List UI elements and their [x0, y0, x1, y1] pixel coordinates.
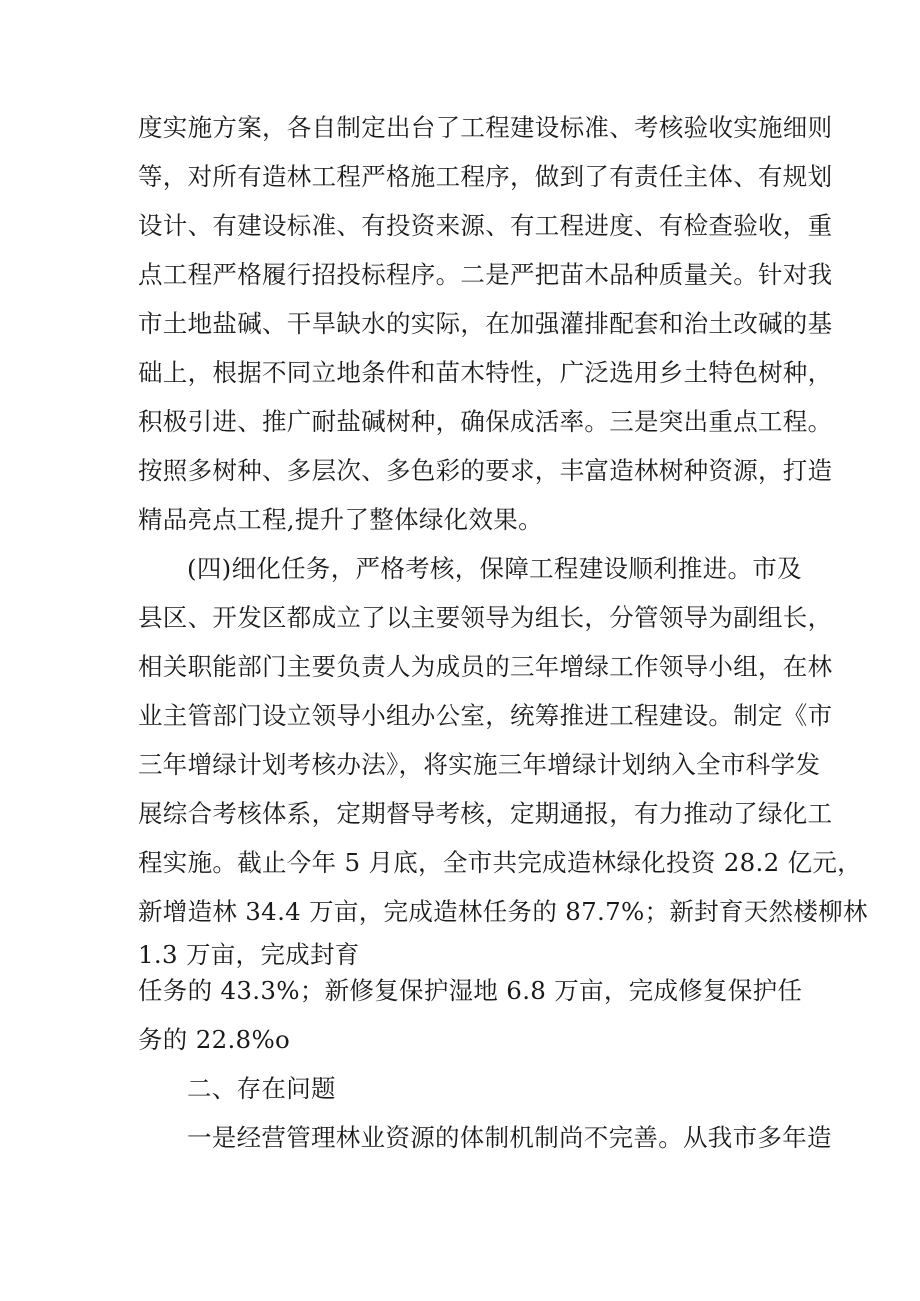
- text-line: 础上，根据不同立地条件和苗木特性，广泛选用乡土特色树种，: [138, 358, 833, 387]
- text-line: 新增造林 34.4 万亩，完成造林任务的 87.7%；新封育天然楼柳林: [138, 897, 868, 926]
- text-line: 积极引进、推广耐盐碱树种，确保成活率。三是突出重点工程。: [138, 407, 833, 436]
- text-line: 相关职能部门主要负责人为成员的三年增绿工作领导小组，在林: [138, 652, 833, 681]
- text-line: 设计、有建设标准、有投资来源、有工程进度、有检查验收，重: [138, 211, 833, 240]
- text-line: 任务的 43.3%；新修复保护湿地 6.8 万亩，完成修复保护任: [138, 976, 803, 1005]
- text-line: 一是经营管理林业资源的体制机制尚不完善。从我市多年造: [187, 1123, 832, 1152]
- text-line: 业主管部门设立领导小组办公室，统筹推进工程建设。制定《市: [138, 701, 833, 730]
- section-heading: (四)细化任务，严格考核，保障工程建设顺利推进。市及: [187, 554, 802, 583]
- section-heading: 二、存在问题: [187, 1074, 336, 1103]
- text-line: 市土地盐碱、干旱缺水的实际，在加强灌排配套和治土改碱的基: [138, 309, 833, 338]
- text-line: 按照多树种、多层次、多色彩的要求，丰富造林树种资源，打造: [138, 456, 833, 485]
- text-line: 程实施。截止今年 5 月底，全市共完成造林绿化投资 28.2 亿元，: [138, 848, 862, 877]
- text-line: 展综合考核体系，定期督导考核，定期通报，有力推动了绿化工: [138, 799, 833, 828]
- text-line: 县区、开发区都成立了以主要领导为组长，分管领导为副组长，: [138, 603, 833, 632]
- text-line: 精品亮点工程,提升了整体绿化效果。: [138, 505, 543, 534]
- text-line: 等，对所有造林工程严格施工程序，做到了有责任主体、有规划: [138, 162, 833, 191]
- text-line: 三年增绿计划考核办法》，将实施三年增绿计划纳入全市科学发: [138, 750, 821, 779]
- text-line: 点工程严格履行招投标程序。二是严把苗木品种质量关。针对我: [138, 260, 833, 289]
- text-line: 务的 22.8%o: [138, 1025, 291, 1054]
- text-line: 1.3 万亩，完成封育: [138, 940, 360, 969]
- text-line: 度实施方案，各自制定出台了工程建设标准、考核验收实施细则: [138, 113, 833, 142]
